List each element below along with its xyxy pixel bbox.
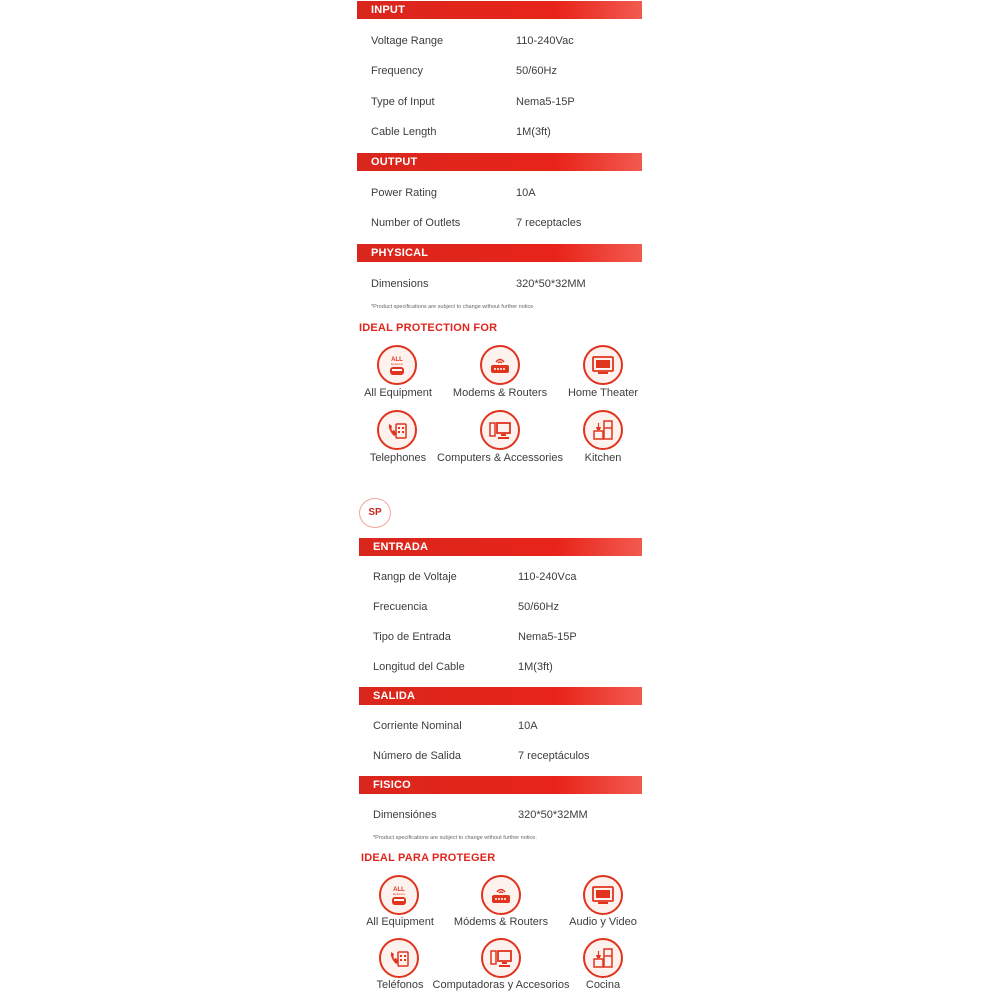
spec-row	[371, 213, 641, 233]
spec-value: 7 receptacles	[516, 217, 582, 229]
spec-value: 1M(3ft)	[516, 126, 551, 138]
icon-caption: Modems & Routers	[452, 387, 548, 399]
all-equipment-icon	[377, 345, 417, 385]
icon-caption: Home Theater	[567, 387, 639, 399]
spec-value: 320*50*32MM	[518, 809, 588, 821]
kitchen-icon	[583, 938, 623, 978]
icon-caption: All Equipment	[364, 387, 432, 399]
spec-label: Longitud del Cable	[373, 661, 465, 673]
computer-icon	[481, 938, 521, 978]
telephone-icon	[377, 410, 417, 450]
spec-label: Corriente Nominal	[373, 720, 462, 732]
spec-value: 50/60Hz	[516, 65, 557, 77]
spec-label: Frequency	[371, 65, 423, 77]
icon-caption: Audio y Video	[569, 916, 637, 928]
ideal-protection-heading: IDEAL PARA PROTEGER	[361, 852, 496, 864]
spec-row	[371, 183, 641, 203]
section-header-input: INPUT	[357, 1, 642, 19]
all-equipment-icon	[379, 875, 419, 915]
spec-row	[371, 122, 641, 142]
spec-label: Frecuencia	[373, 601, 428, 613]
section-header-entrada: ENTRADA	[359, 538, 642, 556]
audio-video-icon	[583, 875, 623, 915]
telephone-icon	[379, 938, 419, 978]
spec-label: Number of Outlets	[371, 217, 461, 229]
spec-value: 7 receptáculos	[518, 750, 590, 762]
spec-label: Rangp de Voltaje	[373, 571, 457, 583]
spec-value: 50/60Hz	[518, 601, 559, 613]
spec-label: Voltage Range	[371, 35, 444, 47]
badge-text: ALL	[393, 887, 405, 893]
spec-value: 110-240Vca	[518, 571, 577, 583]
icon-caption: Computers & Accessories	[437, 452, 563, 464]
spec-value: 320*50*32MM	[516, 278, 586, 290]
spec-row	[373, 597, 643, 617]
section-header-physical: PHYSICAL	[357, 244, 642, 262]
spec-row	[371, 61, 641, 81]
icon-caption: Telephones	[369, 452, 427, 464]
badge-text: ALL	[391, 357, 403, 363]
icon-caption: Módems & Routers	[453, 916, 549, 928]
spec-row	[371, 31, 641, 51]
section-header-fisico: FISICO	[359, 776, 642, 794]
spanish-section-badge: SP	[359, 498, 391, 528]
spec-row	[373, 657, 643, 677]
disclaimer-note: *Product specifications are subject to change without further notice.	[373, 835, 537, 841]
spec-value: 110-240Vac	[516, 35, 574, 47]
icon-caption: Kitchen	[584, 452, 622, 464]
ideal-protection-heading: IDEAL PROTECTION FOR	[359, 322, 498, 334]
spec-label: Cable Length	[371, 126, 437, 138]
icon-caption: Teléfonos	[376, 979, 424, 991]
spanish-spec-sheet	[359, 537, 644, 867]
icon-caption: Computadoras y Accesorios	[432, 979, 570, 991]
spec-row	[373, 746, 643, 766]
spec-row	[373, 805, 643, 825]
spec-row	[371, 274, 641, 294]
home-theater-icon	[583, 345, 623, 385]
spec-row	[373, 627, 643, 647]
spec-label: Número de Salida	[373, 750, 462, 762]
spec-label: Tipo de Entrada	[373, 631, 451, 643]
spec-label: Power Rating	[371, 187, 438, 199]
spec-row	[373, 716, 643, 736]
kitchen-icon	[583, 410, 623, 450]
spec-row	[373, 567, 643, 587]
computer-icon	[480, 410, 520, 450]
icon-caption: Cocina	[585, 979, 621, 991]
spec-value: 10A	[518, 720, 538, 732]
spec-value: Nema5-15P	[518, 631, 577, 643]
english-spec-sheet	[357, 0, 642, 480]
spec-value: 1M(3ft)	[518, 661, 553, 673]
spec-label: Type of Input	[371, 96, 435, 108]
section-header-output: OUTPUT	[357, 153, 642, 171]
spec-label: Dimensiónes	[373, 809, 437, 821]
router-icon	[480, 345, 520, 385]
router-icon	[481, 875, 521, 915]
svg-text:Equipment: Equipment	[391, 363, 403, 366]
spec-value: 10A	[516, 187, 536, 199]
svg-text:Equipment: Equipment	[393, 893, 405, 896]
section-header-salida: SALIDA	[359, 687, 642, 705]
icon-caption: All Equipment	[366, 916, 434, 928]
spec-value: Nema5-15P	[516, 96, 575, 108]
spec-label: Dimensions	[371, 278, 429, 290]
spec-row	[371, 92, 641, 112]
disclaimer-note: *Product specifications are subject to change without further notice.	[371, 304, 535, 310]
